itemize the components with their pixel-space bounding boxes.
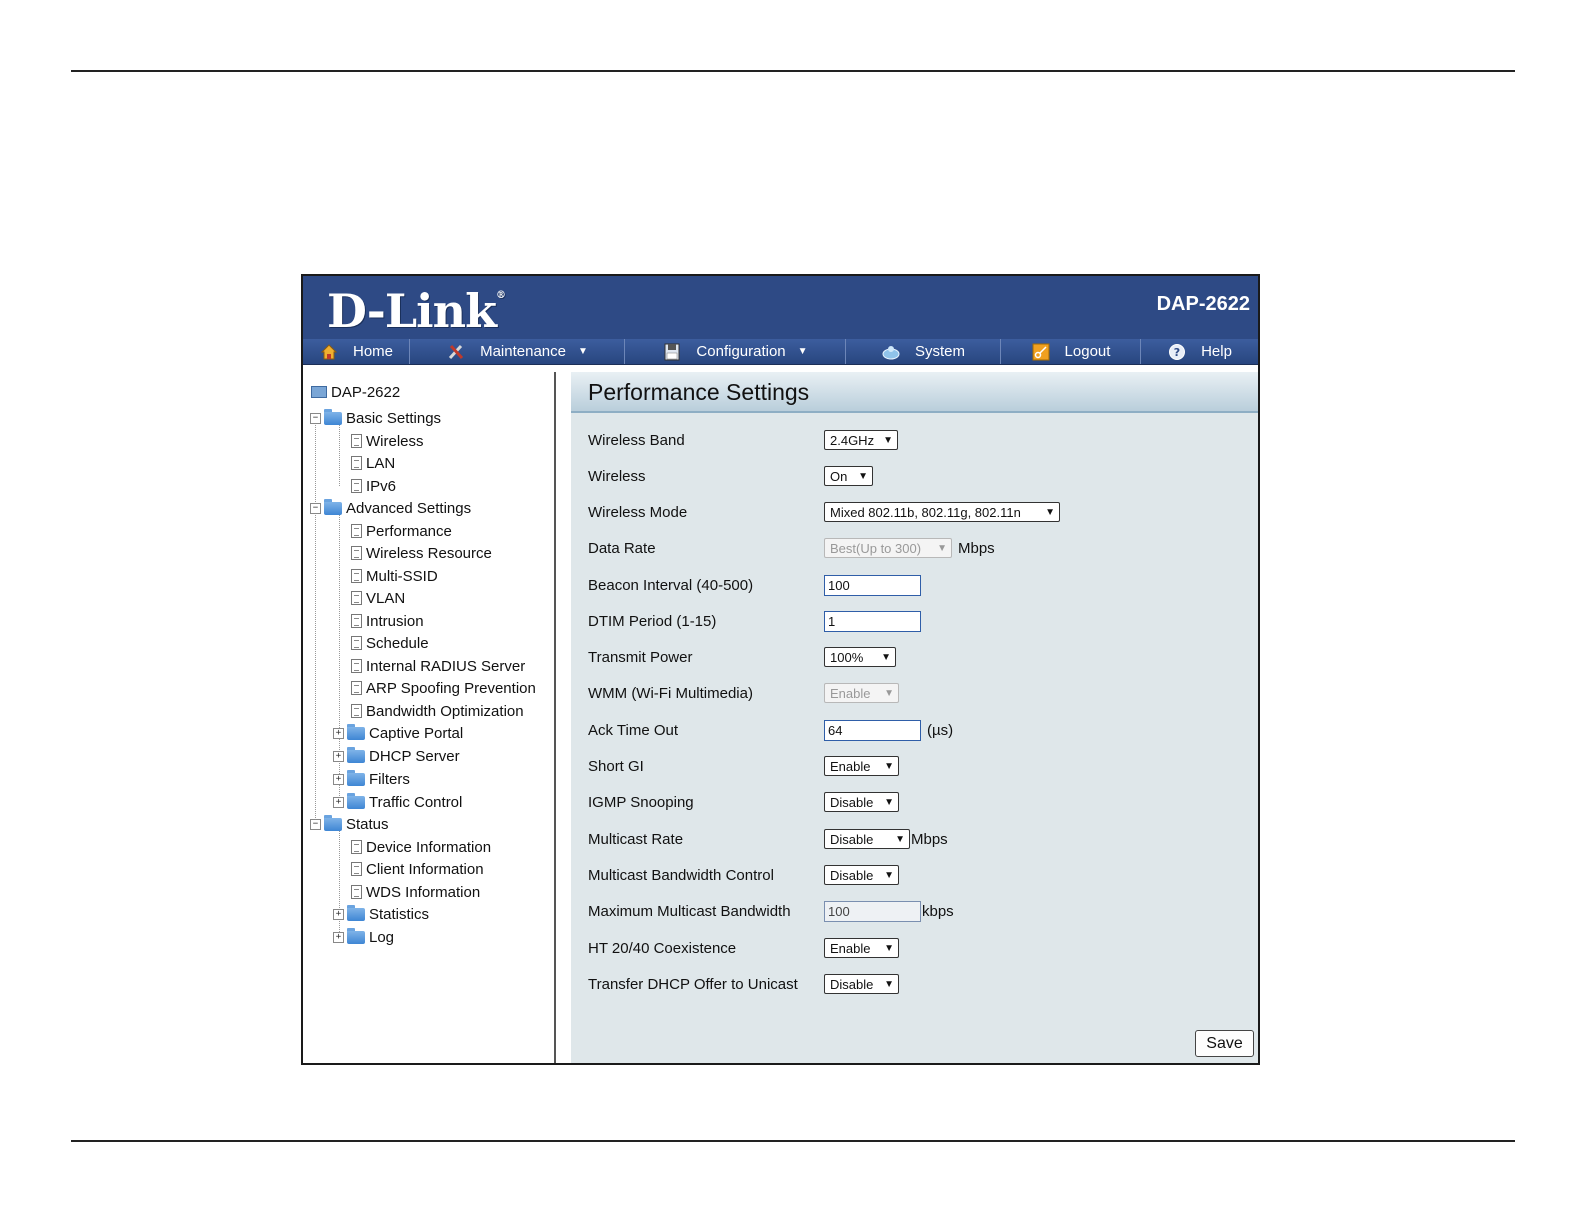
wmm-select[interactable]: Enable ▼ [824,683,899,703]
tools-icon [446,343,466,361]
tree-folder-filters[interactable]: + Filters [333,769,410,789]
tree-folder-advanced-settings[interactable]: − Advanced Settings [310,498,471,518]
tree-item-wds-information[interactable]: WDS Information [351,882,480,902]
content-panel: Performance Settings Wireless Band 2.4GHz ▼ Wireless On ▼ Wireless Mode Mixed 802.11b, 802.11g, 802.11n ▼ Data Rate Best(Up to 300) ▼ Mbps Beacon Interval (40-500) 100 DTIM Period (1-15) 1 Transmit Power 100% ▼ WMM (Wi-Fi Multimedia) Enable ▼ Ack Time Out 64 (µs) Short GI Enable ▼ IGMP Snooping Disable ▼ Multicast Rate Disable ▼ Mbps Multicast Bandwidth Control Disable ▼ Maximum Multicast Bandwidth 100 kbps HT 20/40 Coexistence Enable ▼ Transfer DHCP Offer to Unicast Disable ▼ Save [571,372,1258,1063]
folder-icon [324,412,342,425]
wireless-select[interactable]: On ▼ [824,466,873,486]
nav-configuration[interactable] [625,339,846,364]
chevron-down-icon: ▼ [884,978,894,990]
folder-icon [324,818,342,831]
page-title: Performance Settings [588,379,810,405]
wireless-band-select[interactable]: 2.4GHz ▼ [824,430,898,450]
chevron-down-icon: ▼ [797,346,808,357]
page-icon [351,546,362,560]
nav-system-label: System [914,343,965,360]
page-icon [351,591,362,605]
chevron-down-icon: ▼ [884,760,894,772]
wireless-mode-select[interactable]: Mixed 802.11b, 802.11g, 802.11n ▼ [824,502,1060,522]
tree-item-wireless-resource[interactable]: Wireless Resource [351,543,492,563]
page-title-bar [571,372,1258,413]
chevron-down-icon: ▼ [884,942,894,954]
nav-logout-label: Logout [1064,343,1111,360]
page-icon [351,524,362,538]
folder-icon [347,796,365,809]
chevron-down-icon: ▼ [883,434,893,446]
page-icon [351,614,362,628]
tree-item-schedule[interactable]: Schedule [351,633,429,653]
chevron-down-icon: ▼ [884,869,894,881]
help-icon [1167,343,1187,361]
tree-item-vlan[interactable]: VLAN [351,588,405,608]
tree-item-lan[interactable]: LAN [351,453,395,473]
page-icon [351,862,362,876]
dtim-period-input[interactable]: 1 [824,611,921,632]
chevron-down-icon: ▼ [937,542,947,554]
page-icon [351,456,362,470]
nav-help[interactable] [1141,339,1258,364]
expand-icon[interactable]: + [333,774,344,785]
tree-item-ipv6[interactable]: IPv6 [351,476,396,496]
tree-item-client-information[interactable]: Client Information [351,859,484,879]
page-icon [351,681,362,695]
nav-system[interactable] [846,339,1001,364]
chevron-down-icon: ▼ [895,833,905,845]
nav-home[interactable] [303,339,410,364]
nav-configuration-label: Configuration [696,343,786,360]
computer-icon [311,386,327,398]
tree-item-bandwidth-optimization[interactable]: Bandwidth Optimization [351,701,524,721]
tree-folder-basic-settings[interactable]: − Basic Settings [310,408,441,428]
system-icon [881,343,901,361]
folder-icon [347,773,365,786]
nav-help-label: Help [1201,343,1232,360]
home-icon [319,343,339,361]
transmit-power-select[interactable]: 100% ▼ [824,647,896,667]
multicast-rate-unit: Mbps [911,830,948,848]
chevron-down-icon: ▼ [858,470,868,482]
svg-text:?: ? [1173,345,1181,359]
bottom-rule [71,1140,1515,1142]
expand-icon[interactable]: + [333,728,344,739]
expand-icon[interactable]: + [333,932,344,943]
collapse-icon[interactable]: − [310,819,321,830]
page-icon [351,840,362,854]
page-icon [351,479,362,493]
header-banner [303,276,1258,339]
tree-folder-status[interactable]: − Status [310,814,389,834]
page-icon [351,704,362,718]
page-icon [351,659,362,673]
tree-item-wireless[interactable]: Wireless [351,431,424,451]
chevron-down-icon: ▼ [884,687,894,699]
browser-frame [301,274,1260,1065]
save-button[interactable]: Save [1195,1030,1254,1057]
ht-coexistence-select[interactable]: Enable ▼ [824,938,899,958]
floppy-disk-icon [662,343,682,361]
beacon-interval-input[interactable]: 100 [824,575,921,596]
chevron-down-icon: ▼ [578,346,588,357]
tree-item-multi-ssid[interactable]: Multi-SSID [351,566,438,586]
chevron-down-icon: ▼ [884,796,894,808]
tree-guide-line [339,424,340,486]
page-icon [351,434,362,448]
expand-icon[interactable]: + [333,797,344,808]
folder-icon [324,502,342,515]
tree-folder-captive-portal[interactable]: + Captive Portal [333,723,463,743]
tree-item-internal-radius-server[interactable]: Internal RADIUS Server [351,656,525,676]
sidebar-tree [303,372,556,1063]
nav-logout[interactable] [1001,339,1141,364]
tree-folder-dhcp-server[interactable]: + DHCP Server [333,746,460,766]
multicast-bw-control-select[interactable]: Disable ▼ [824,865,899,885]
chevron-down-icon: ▼ [881,651,891,663]
collapse-icon[interactable]: − [310,503,321,514]
page-icon [351,569,362,583]
tree-guide-line [315,414,316,822]
tree-folder-statistics[interactable]: + Statistics [333,904,429,924]
tree-item-device-information[interactable]: Device Information [351,837,491,857]
tree-item-arp-spoofing-prevention[interactable]: ARP Spoofing Prevention [351,678,536,698]
ack-timeout-input[interactable]: 64 [824,720,921,741]
short-gi-select[interactable]: Enable ▼ [824,756,899,776]
multicast-rate-select[interactable]: Disable ▼ [824,829,910,849]
folder-icon [347,908,365,921]
page-icon [351,885,362,899]
tree-root[interactable]: DAP-2622 [311,382,400,402]
model-name: DAP-2622 [1156,293,1250,315]
tree-folder-traffic-control[interactable]: + Traffic Control [333,792,462,812]
page-icon [351,636,362,650]
chevron-down-icon: ▼ [1045,506,1055,518]
igmp-snooping-select[interactable]: Disable ▼ [824,792,899,812]
key-icon [1031,343,1051,361]
nav-maintenance-label: Maintenance [480,343,566,360]
folder-icon [347,727,365,740]
collapse-icon[interactable]: − [310,413,321,424]
ack-timeout-unit: (µs) [927,721,954,739]
max-multicast-bw-unit: kbps [922,902,954,920]
expand-icon[interactable]: + [333,909,344,920]
dhcp-unicast-select[interactable]: Disable ▼ [824,974,899,994]
nav-home-label: Home [352,343,393,360]
main-nav [303,339,1258,365]
max-multicast-bw-input[interactable]: 100 [824,901,921,922]
dlink-logo: D-Link® [327,284,506,338]
tree-item-performance[interactable]: Performance [351,521,452,541]
data-rate-select[interactable]: Best(Up to 300) ▼ [824,538,952,558]
tree-folder-log[interactable]: + Log [333,927,394,947]
folder-icon [347,750,365,763]
top-rule [71,70,1515,72]
tree-item-intrusion[interactable]: Intrusion [351,611,424,631]
nav-maintenance[interactable] [410,339,625,364]
folder-icon [347,931,365,944]
expand-icon[interactable]: + [333,751,344,762]
data-rate-unit: Mbps [958,539,995,557]
